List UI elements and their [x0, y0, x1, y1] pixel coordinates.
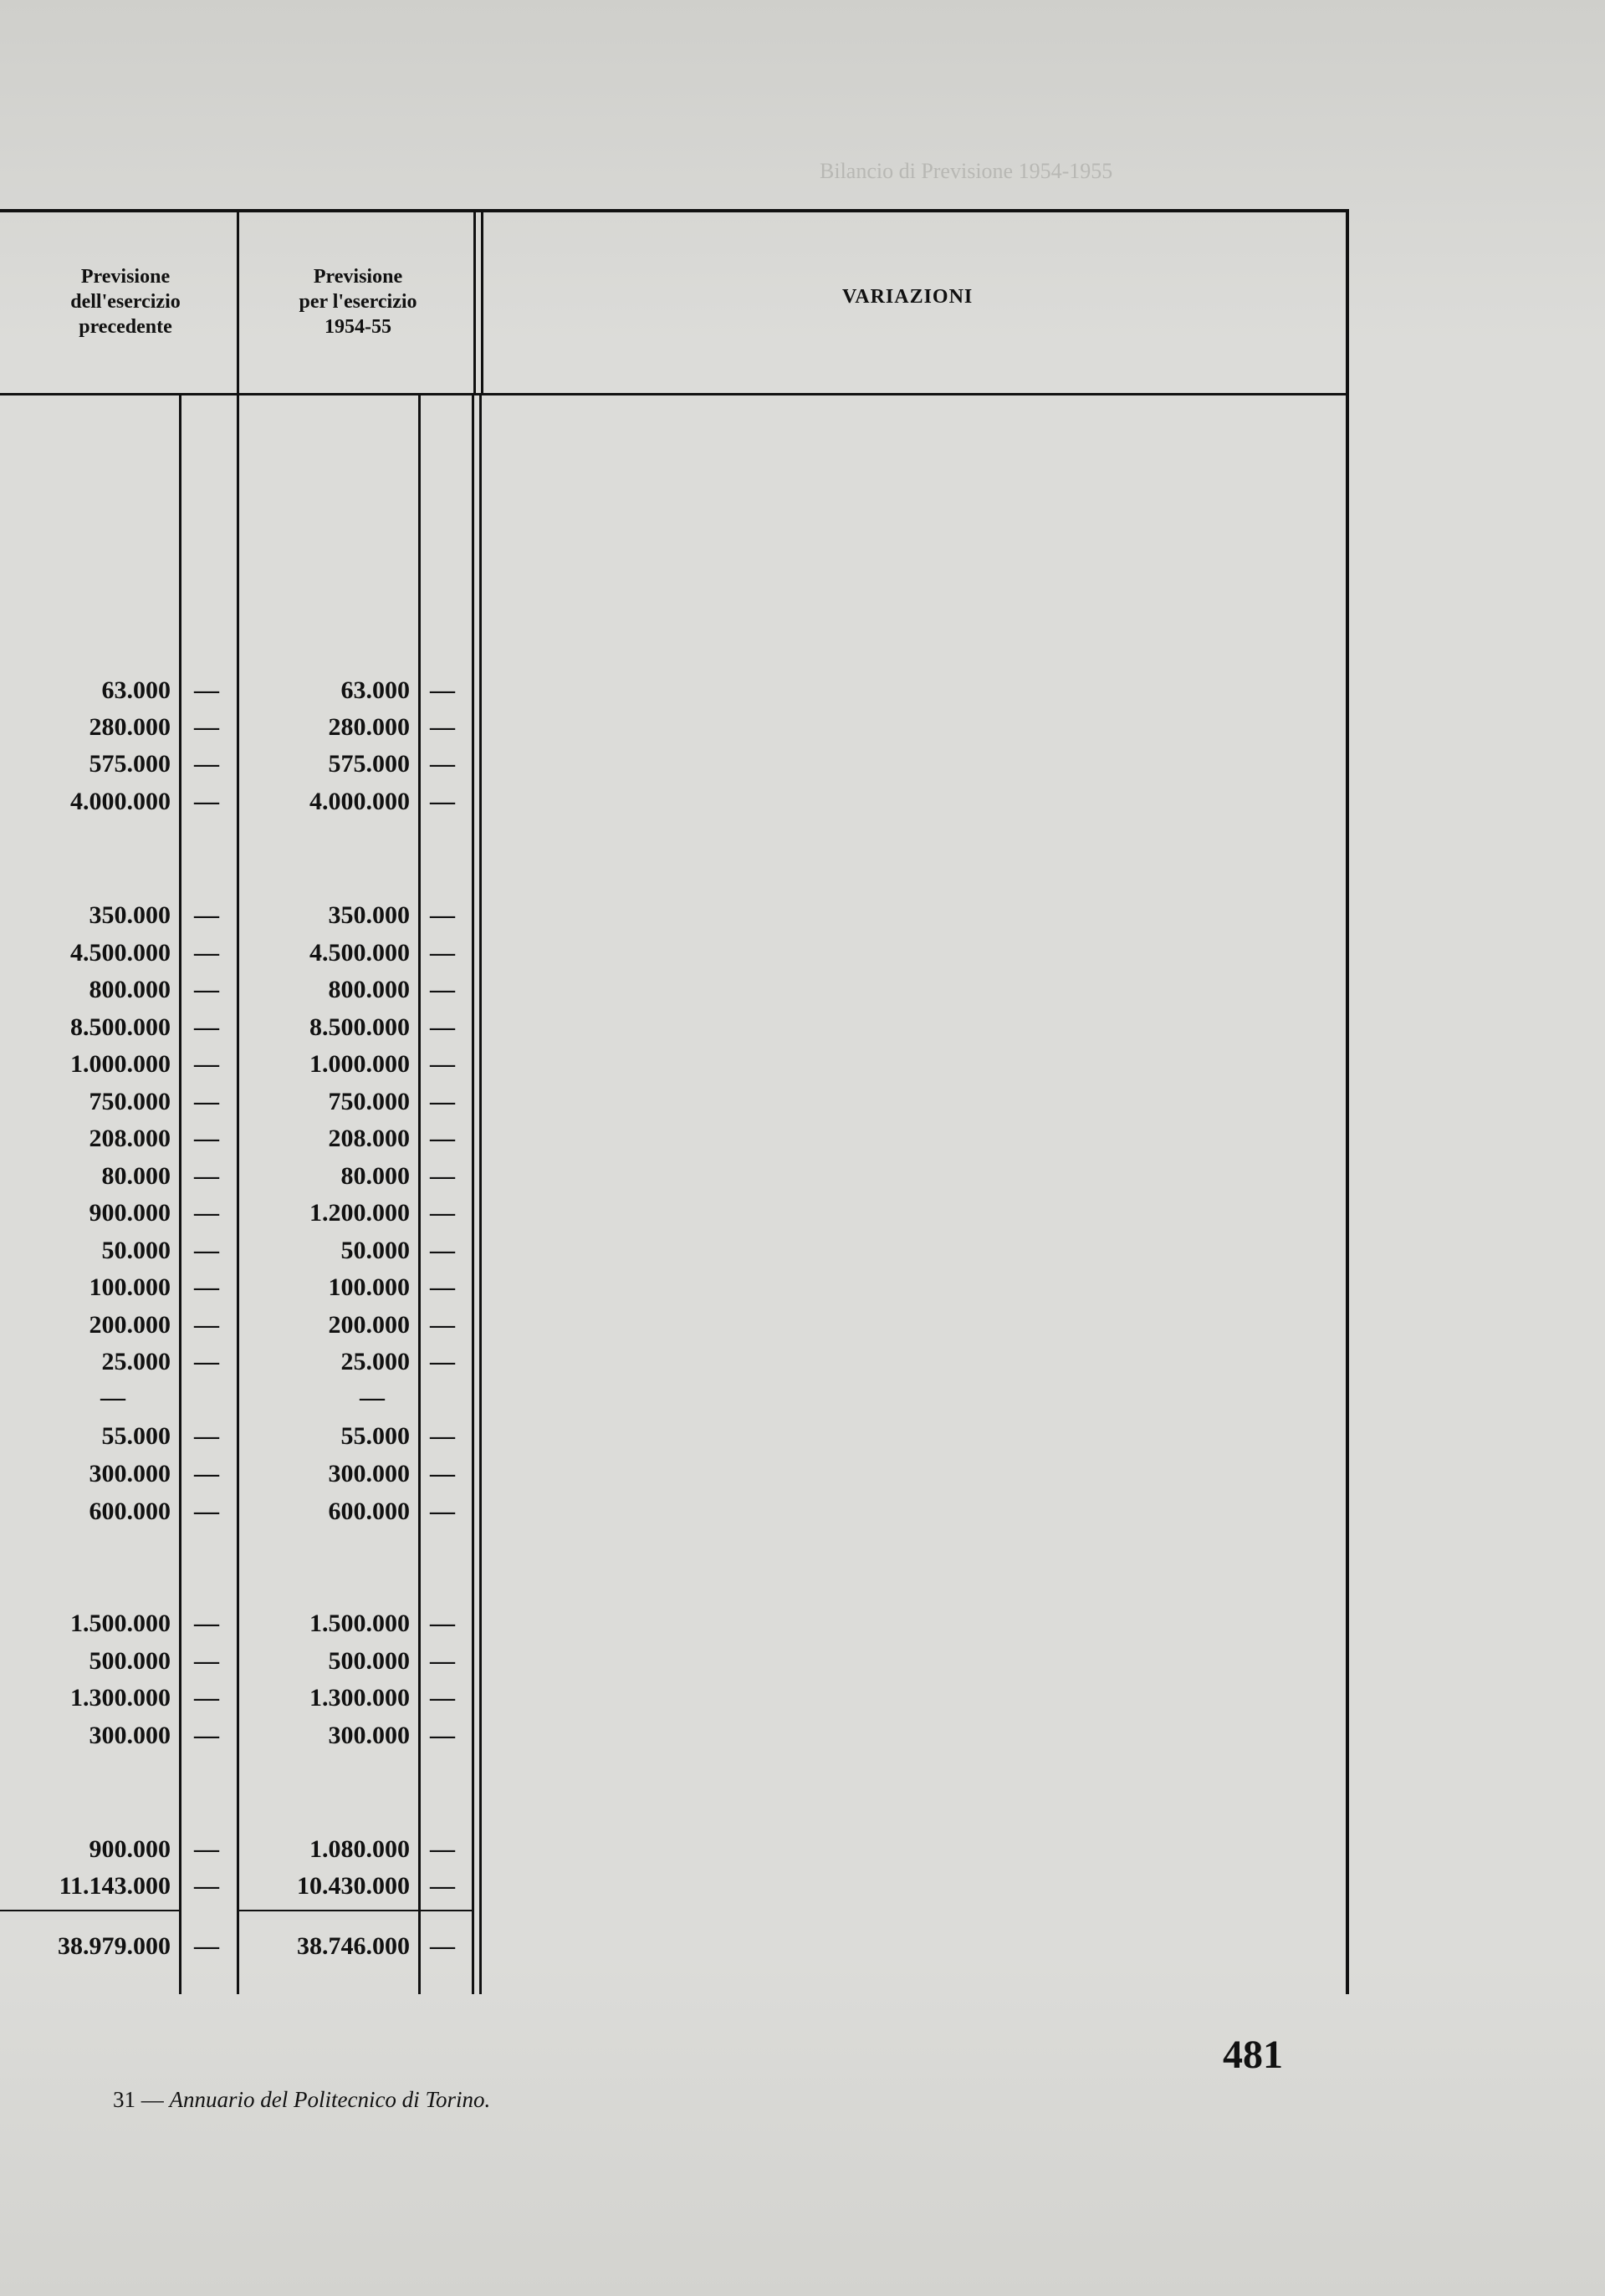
total-previous: 38.979.000	[58, 1932, 171, 1960]
row-previous-value: 280.000	[89, 713, 171, 741]
footer-title: Annuario del Politecnico di Torino.	[169, 2087, 491, 2112]
row-previous-value: 63.000	[101, 676, 171, 704]
header-separator-3	[481, 212, 483, 393]
row-current-dash: —	[430, 750, 455, 778]
row-previous-dash: —	[194, 1199, 219, 1227]
row-current-value: 800.000	[328, 976, 410, 1003]
row-current-value: 300.000	[328, 1722, 410, 1749]
header-previous-forecast: Previsione dell'esercizio precedente	[70, 266, 181, 338]
row-previous-dash: —	[194, 750, 219, 778]
row-previous-dash: —	[194, 1162, 219, 1190]
col-line-d	[472, 395, 474, 1994]
row-previous-dash: —	[194, 1348, 219, 1375]
row-current-dash: —	[430, 1088, 455, 1115]
row-current-dash: —	[430, 1722, 455, 1749]
header-separator-1	[237, 212, 239, 393]
row-previous-value: 500.000	[89, 1647, 171, 1675]
row-current-dash: —	[430, 1237, 455, 1264]
row-previous-value: 50.000	[101, 1237, 171, 1264]
total-current-dash: —	[430, 1932, 455, 1960]
row-current-value: 8.500.000	[309, 1013, 410, 1041]
row-current-value: 50.000	[340, 1237, 410, 1264]
row-previous-value: 8.500.000	[70, 1013, 171, 1041]
row-current-value: 1.080.000	[309, 1835, 410, 1863]
row-previous-dash: —	[194, 1872, 219, 1900]
row-previous-dash: —	[194, 1647, 219, 1675]
row-current-dash: —	[430, 1610, 455, 1637]
total-current: 38.746.000	[297, 1932, 410, 1960]
row-previous-dash: —	[194, 901, 219, 929]
row-current-value: 280.000	[328, 713, 410, 741]
row-current-value: 10.430.000	[297, 1872, 410, 1900]
row-previous-value: 300.000	[89, 1460, 171, 1487]
row-previous-value: 800.000	[89, 976, 171, 1003]
row-previous-dash: —	[194, 1311, 219, 1339]
header-variations: VARIAZIONI	[842, 286, 974, 308]
row-current-dash: —	[430, 1311, 455, 1339]
header-separator-2	[473, 212, 476, 393]
col-line-a	[179, 395, 181, 1994]
row-current-value: 500.000	[328, 1647, 410, 1675]
row-current-dash: —	[430, 676, 455, 704]
row-previous-value: 900.000	[89, 1199, 171, 1227]
row-previous-dash: —	[194, 976, 219, 1003]
row-previous-value: 4.000.000	[70, 788, 171, 815]
row-current-dash: —	[430, 1422, 455, 1450]
header-bottom-rule	[0, 393, 1348, 395]
row-current-value: 600.000	[328, 1498, 410, 1525]
row-current-dash: —	[430, 1162, 455, 1190]
row-previous-value: 300.000	[89, 1722, 171, 1749]
row-current-dash: —	[430, 1498, 455, 1525]
total-rule-mid	[239, 1910, 472, 1911]
row-previous-value: 1.500.000	[70, 1610, 171, 1637]
total-previous-dash: —	[194, 1932, 219, 1960]
row-previous-value: 11.143.000	[59, 1872, 171, 1900]
header-current-forecast: Previsione per l'esercizio 1954-55	[299, 266, 417, 338]
row-current-value: 1.200.000	[309, 1199, 410, 1227]
row-previous-value: 600.000	[89, 1498, 171, 1525]
row-current-value: 55.000	[340, 1422, 410, 1450]
row-previous-value: 208.000	[89, 1125, 171, 1152]
row-current-value: 575.000	[328, 750, 410, 778]
row-previous-dash: —	[194, 1684, 219, 1712]
row-previous-dash: —	[194, 939, 219, 967]
row-previous-dash: —	[194, 1237, 219, 1264]
row-previous-dash: —	[194, 788, 219, 815]
row-current-dash: —	[430, 1835, 455, 1863]
row-previous-value: 750.000	[89, 1088, 171, 1115]
table-right-rule	[1346, 209, 1349, 1994]
row-current-value: 1.000.000	[309, 1050, 410, 1078]
row-current-dash: —	[430, 1125, 455, 1152]
footer-number: 31	[113, 2087, 135, 2112]
row-current-value: 63.000	[340, 676, 410, 704]
footer-separator: —	[141, 2087, 164, 2112]
row-previous-dash: —	[194, 676, 219, 704]
row-previous-dash: —	[194, 1013, 219, 1041]
row-current-value: —	[360, 1384, 385, 1411]
row-current-value: 4.500.000	[309, 939, 410, 967]
row-current-value: 25.000	[340, 1348, 410, 1375]
row-previous-value: 350.000	[89, 901, 171, 929]
row-previous-dash: —	[194, 1722, 219, 1749]
row-current-dash: —	[430, 1460, 455, 1487]
row-current-value: 200.000	[328, 1311, 410, 1339]
row-current-dash: —	[430, 1348, 455, 1375]
row-current-value: 100.000	[328, 1273, 410, 1301]
row-current-value: 4.000.000	[309, 788, 410, 815]
row-current-value: 350.000	[328, 901, 410, 929]
row-previous-dash: —	[194, 1273, 219, 1301]
page-footer	[113, 2087, 490, 2113]
row-previous-dash: —	[194, 1050, 219, 1078]
row-current-dash: —	[430, 1273, 455, 1301]
row-current-value: 208.000	[328, 1125, 410, 1152]
row-previous-dash: —	[194, 1125, 219, 1152]
page-number: 481	[1223, 2033, 1283, 2077]
bleed-through-text: Bilancio di Previsione 1954-1955	[820, 159, 1113, 183]
row-current-dash: —	[430, 1199, 455, 1227]
row-current-value: 1.500.000	[309, 1610, 410, 1637]
row-previous-value: 575.000	[89, 750, 171, 778]
row-previous-value: 80.000	[101, 1162, 171, 1190]
row-current-dash: —	[430, 976, 455, 1003]
total-rule-left	[0, 1910, 179, 1911]
row-current-dash: —	[430, 901, 455, 929]
row-previous-value: 55.000	[101, 1422, 171, 1450]
row-previous-dash: —	[194, 1460, 219, 1487]
row-current-dash: —	[430, 1684, 455, 1712]
row-previous-value: 1.300.000	[70, 1684, 171, 1712]
row-previous-value: 25.000	[101, 1348, 171, 1375]
row-current-dash: —	[430, 1050, 455, 1078]
row-previous-dash: —	[194, 713, 219, 741]
table-top-rule	[0, 209, 1348, 212]
row-current-value: 750.000	[328, 1088, 410, 1115]
row-previous-value: 100.000	[89, 1273, 171, 1301]
row-previous-value: 4.500.000	[70, 939, 171, 967]
row-current-dash: —	[430, 713, 455, 741]
row-previous-value: 1.000.000	[70, 1050, 171, 1078]
row-current-dash: —	[430, 1013, 455, 1041]
row-previous-dash: —	[194, 1498, 219, 1525]
row-current-value: 1.300.000	[309, 1684, 410, 1712]
col-line-b	[237, 395, 239, 1994]
row-previous-value: 900.000	[89, 1835, 171, 1863]
row-previous-dash: —	[194, 1835, 219, 1863]
row-current-dash: —	[430, 939, 455, 967]
row-current-value: 300.000	[328, 1460, 410, 1487]
row-previous-dash: —	[194, 1088, 219, 1115]
row-previous-dash: —	[194, 1422, 219, 1450]
row-current-dash: —	[430, 1647, 455, 1675]
row-current-dash: —	[430, 788, 455, 815]
row-previous-dash: —	[194, 1610, 219, 1637]
row-current-dash: —	[430, 1872, 455, 1900]
row-current-value: 80.000	[340, 1162, 410, 1190]
col-line-c	[418, 395, 421, 1994]
row-previous-value: —	[100, 1384, 125, 1411]
row-previous-value: 200.000	[89, 1311, 171, 1339]
col-line-e	[479, 395, 482, 1994]
